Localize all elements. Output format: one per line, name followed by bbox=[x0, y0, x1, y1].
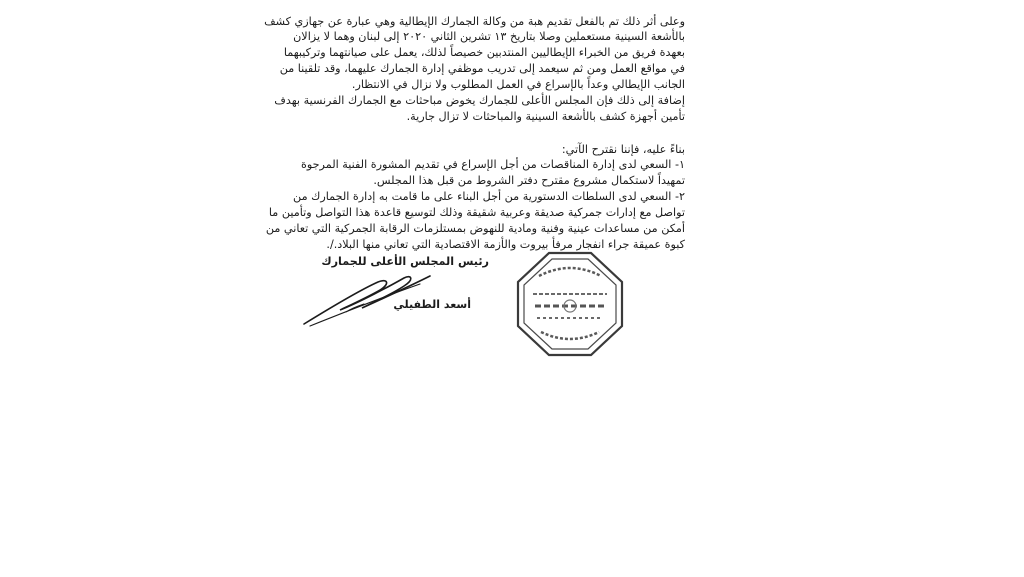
item2-line-4: كبوة عميقة جراء انفجار مرفأ بيروت والأزمة الاقتصادية التي تعاني منها البلاد./. bbox=[326, 238, 685, 251]
paragraph1-line-4: في مواقع العمل ومن ثم سيعمد إلى تدريب موظفي إدارة الجمارك عليهما، وقد تلقينا من bbox=[279, 62, 685, 75]
item2-line-2: تواصل مع إدارات جمركية صديقة وعربية شقيقة وذلك لتوسيع قاعدة هذا التواصل وتأمين ما bbox=[268, 206, 685, 219]
paragraph1-line-5: الجانب الإيطالي وعداً بالإسراع في العمل المطلوب ولا نزال في الانتظار. bbox=[351, 78, 685, 91]
item1-line-1: ١- السعي لدى إدارة المناقصات من أجل الإسراع في تقديم المشورة الفنية المرجوة bbox=[301, 158, 685, 171]
paragraph1-line-7: تأمين أجهزة كشف بالأشعة السينية والمباحثات لا تزال جارية. bbox=[406, 110, 685, 123]
paragraph1-line-6: إضافة إلى ذلك فإن المجلس الأعلى للجمارك يخوض مباحثات مع الجمارك الفرنسية بهدف bbox=[274, 94, 685, 107]
item1-line-2: تمهيداً لاستكمال مشروع مقترح دفتر الشروط من قبل هذا المجلس. bbox=[373, 174, 685, 187]
item2-line-1: ٢- السعي لدى السلطات الدستورية من أجل البناء على ما قامت به إدارة الجمارك من bbox=[293, 190, 685, 203]
item2-line-3: أمكن من مساعدات عينية وفنية ومادية للنهوض بمستلزمات الرقابة الجمركية التي تعاني من bbox=[265, 222, 685, 235]
proposal-intro: بناءً عليه، فإننا نقترح الآتي: bbox=[561, 143, 685, 156]
paragraph1-line-3: بعهدة فريق من الخبراء الإيطاليين المنتدبين خصيصاً لذلك، يعمل على صيانتهما وتركيبهما bbox=[283, 46, 685, 59]
signatory-name: أسعد الطفيلي bbox=[393, 298, 471, 311]
signature-title: رئيس المجلس الأعلى للجمارك bbox=[321, 255, 489, 268]
official-stamp bbox=[515, 250, 625, 358]
paragraph1-line-1: وعلى أثر ذلك تم بالفعل تقديم هبة من وكالة الجمارك الإيطالية وهي عبارة عن جهازي كشف bbox=[264, 15, 685, 28]
paragraph1-line-2: بالأشعة السينية مستعملين وصلا بتاريخ ١٣ تشرين الثاني ٢٠٢٠ إلى لبنان وهما لا يزالان bbox=[293, 30, 685, 43]
